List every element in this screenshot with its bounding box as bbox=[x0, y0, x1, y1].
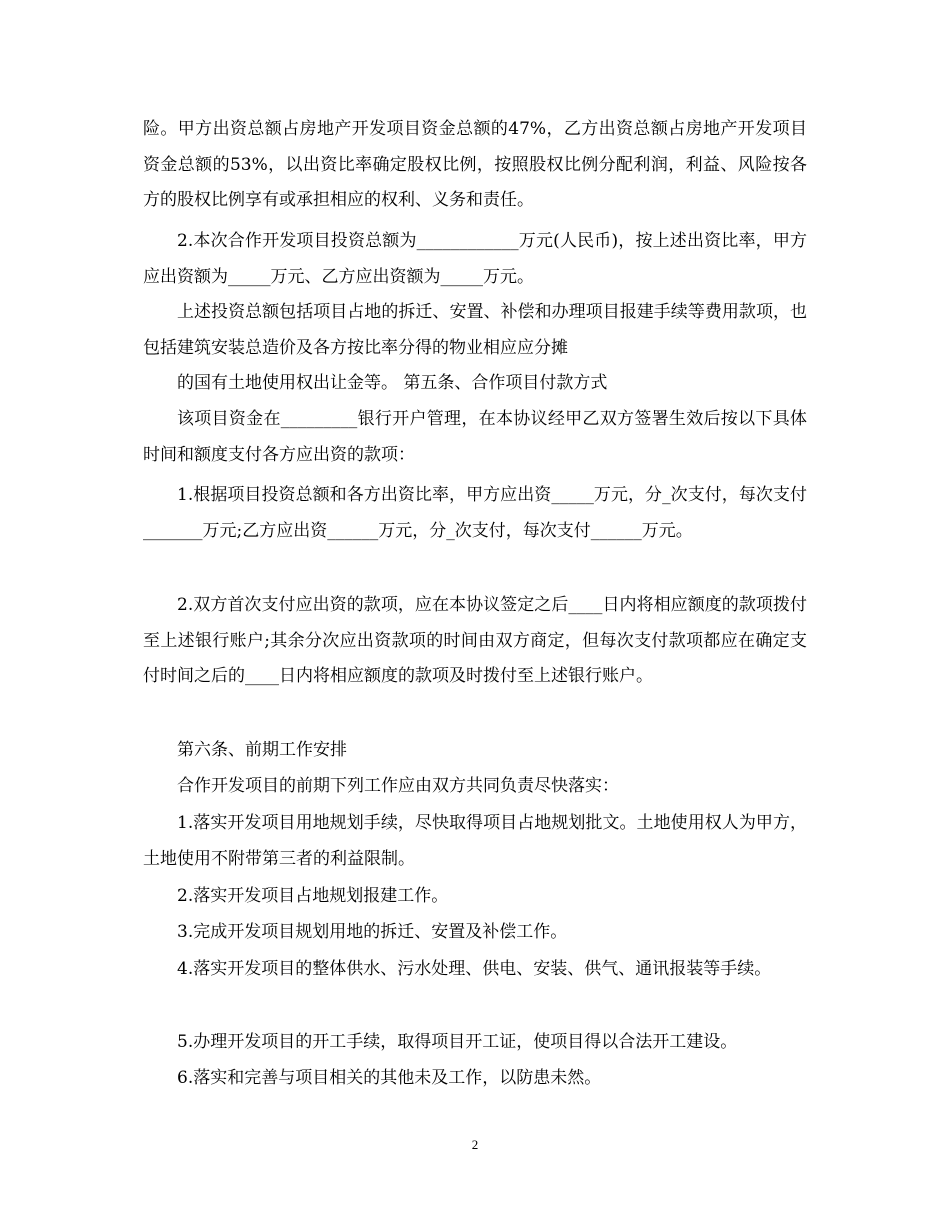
paragraph-first-payment: 2.双方首次支付应出资的款项，应在本协议签定之后____日内将相应额度的款项拨付至上述银行账户;其余分次应出资款项的时间由双方商定，但每次支付款项都应在确定支付时间之后的____日内将相应额度的款项及时拨付至上述银行账户。 bbox=[143, 595, 807, 686]
paragraph-total-investment: 2.本次合作开发项目投资总额为____________万元(人民币)，按上述出资比率，甲方应出资额为_____万元、乙方应出资额为_____万元。 bbox=[143, 231, 807, 287]
paragraph-preliminary-intro: 合作开发项目的前期下列工作应由双方共同负责尽快落实： bbox=[177, 776, 619, 796]
paragraph-payment-schedule: 1.根据项目投资总额和各方出资比率，甲方应出资_____万元，分_次支付，每次支付_______万元;乙方应出资______万元，分_次支付，每次支付______万元。 bbox=[143, 485, 807, 541]
paragraph-land-fee-article5: 的国有土地使用权出让金等。 第五条、合作项目付款方式 bbox=[177, 373, 608, 393]
heading-article6: 第六条、前期工作安排 bbox=[177, 740, 347, 760]
paragraph-item-3: 3.完成开发项目规划用地的拆迁、安置及补偿工作。 bbox=[177, 922, 568, 942]
paragraph-item-4: 4.落实开发项目的整体供水、污水处理、供电、安装、供气、通讯报装等手续。 bbox=[177, 959, 772, 979]
paragraph-item-1: 1.落实开发项目用地规划手续，尽快取得项目占地规划批文。土地使用权人为甲方，土地使用不附带第三者的利益限制。 bbox=[143, 813, 807, 869]
paragraph-item-2: 2.落实开发项目占地规划报建工作。 bbox=[177, 886, 449, 906]
paragraph-investment-scope: 上述投资总额包括项目占地的拆迁、安置、补偿和办理项目报建手续等费用款项，也包括建筑安装总造价及各方按比率分得的物业相应应分摊 bbox=[143, 302, 807, 358]
paragraph-item-5: 5.办理开发项目的开工手续，取得项目开工证，使项目得以合法开工建设。 bbox=[177, 1032, 738, 1052]
paragraph-equity-ratio: 险。甲方出资总额占房地产开发项目资金总额的47%，乙方出资总额占房地产开发项目资金总额的53%，以出资比率确定股权比例，按照股权比例分配利润，利益、风险按各方的股权比例享有或承担相应的权利、义务和责任。 bbox=[143, 119, 807, 210]
paragraph-item-6: 6.落实和完善与项目相关的其他未及工作，以防患未然。 bbox=[177, 1068, 602, 1088]
page-number: 2 bbox=[471, 1137, 479, 1152]
paragraph-bank-account: 该项目资金在_________银行开户管理，在本协议经甲乙双方签署生效后按以下具体时间和额度支付各方应出资的款项： bbox=[143, 409, 807, 465]
